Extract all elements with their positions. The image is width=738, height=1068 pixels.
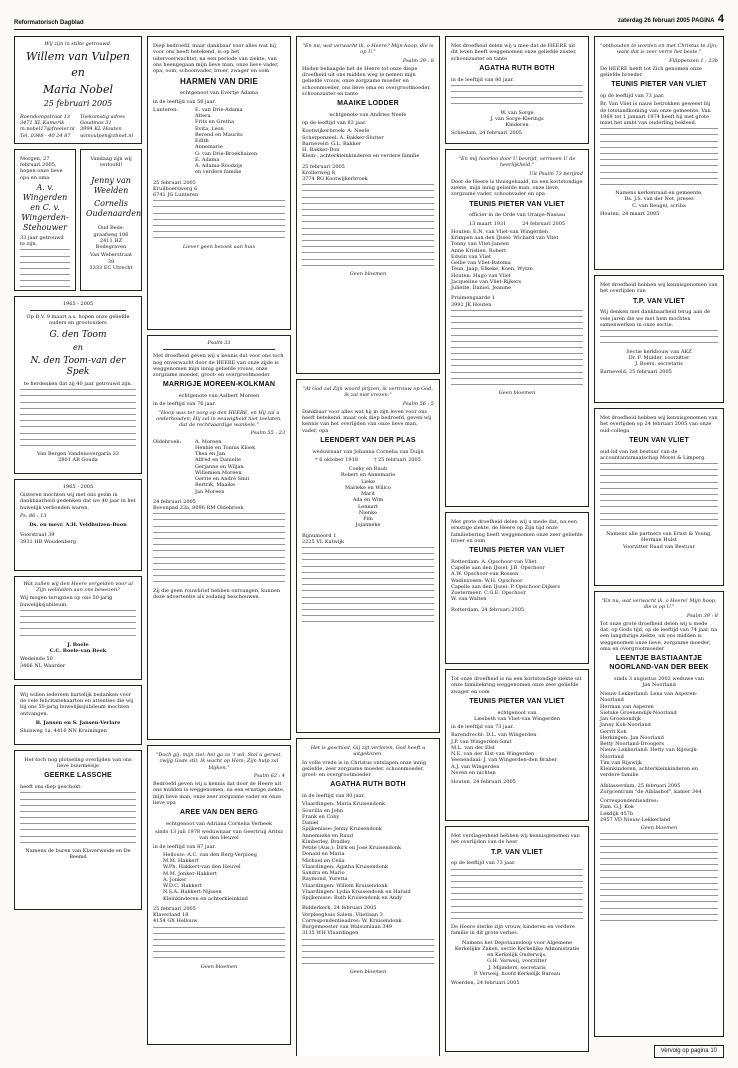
closing-line: Geen bloemen	[640, 825, 678, 831]
ad-text: Tot onze droefheid is na een kortstondige ziekte uit onze familiekring weggenomen onze zeer geliefde zwager en oom	[451, 676, 582, 695]
family-list: Nieuw-Lekkerland: Lena van Asperen-Noorland Herman van Asperen Sietske Groenendijk-Noorland Jan Groenendijk Janny Kok-Noorland Gerrit Kok Herkingen: Jan Noorland Betty Noorland-Droogers Nieuw-Lekkerland: Hetty van Rijswijk-Noorland Tim van Rijswijk Kleinkinderen, achterkleinkinderen en verdere familie	[600, 691, 698, 779]
age-line: in de leeftijd van 73 jaar.	[451, 724, 514, 730]
person-name: Jenny van Weelden	[91, 176, 131, 196]
age-line: in de leeftijd van 87 jaar.	[153, 843, 216, 850]
ad-text: Bedroefd geven wij u kennis dat door de Heere uit ons midden is weggenomen, na een ernstige ziekte, mijn lieve man, onze zeer zorgzame vader en onze lieve opa	[153, 781, 285, 806]
signature: Ds. en mevr. A.H. Veldhuizen-Boon	[29, 522, 127, 529]
person-name: G. den Toom	[49, 329, 107, 340]
years: 1965 - 2005	[62, 483, 94, 490]
verse-citation: Psalm 39 : 8	[402, 57, 434, 64]
life-dates: * 6 oktober 1918 † 25 februari 2005	[315, 456, 421, 463]
verse: "En nu, wat verwacht ik, o Heere! Mijn hoop, die is op U."	[601, 598, 717, 611]
person-name: Willem van Vulpen	[26, 50, 130, 64]
conjunction: en	[71, 66, 85, 80]
condolence-notice	[14, 750, 142, 910]
address-block: Correspondentieadres: Fam. G.J. Kok Lekdijk 457b 2957 VD Nieuw-Lekkerland	[600, 798, 671, 823]
deceased-name: LEENDERT VAN DER PLAS	[320, 436, 416, 444]
spouse-line: sinds 3 augustus 2002 weduwe van Jan Noorland	[614, 675, 704, 688]
age-line: in de leeftijd van 76 jaar.	[153, 401, 216, 408]
ad-text: De Heere sterke zijn vrouw, kinderen en verdere familie in dit grote verlies.	[451, 924, 575, 937]
address-block: Pruimengaarde 1 3992 JK Houten	[451, 295, 495, 308]
person-name: N. den Toom-van der Spek	[30, 356, 126, 378]
page-number: 4	[717, 13, 724, 26]
spouse-line: sinds 13 juli 1978 weduwnaar van Geertruij Aritsz van den Heuvel	[155, 829, 283, 842]
address-block: 25 februari 2005 Klaverland 18 4154 GX Hellouw	[153, 905, 198, 925]
signature: B. Jansen en S. Jansen-Verlare	[35, 719, 121, 726]
address-block: Alblasserdam, 25 februari 2005 Zorgcentrum "de Alblashof", kamer 344	[600, 782, 702, 795]
ad-text: Het toch nog plotseling overlijden van ons lieve buurmeisje	[24, 756, 132, 770]
obituary	[147, 36, 291, 330]
signature: Namens de buren van Klaverweide en De Beemd	[25, 848, 131, 861]
address-block: 25 februari 2005 Krollerweg 8 3774 RG Kootwijkerbroek	[302, 163, 368, 182]
family-list: Barendrecht: D.L. van Wingerden J.P. van Wingerden-Smit M.L. van der Elst N.E. van der Elst-van Wingerden Veenendaal: J. van Wingerden-den Braber A.J. van Wingerden Neven en nichten	[451, 732, 557, 776]
closing-line: Zij die geen rouwbrief hebben ontvangen, kunnen deze advertentie als zodanig beschouwen.	[153, 587, 281, 600]
ad-intro: Wij zijn in stilte getrouwd.	[44, 41, 112, 47]
address-block: 24 februari 2005 Bovenpad 23a, 8096 RM Oldebroek	[153, 498, 244, 511]
verse: Het is geschied, Gij zijt verloren, God heeft u uitgekozen.	[310, 745, 426, 758]
years: 1965 - 2005	[62, 300, 94, 307]
ad-text: Br. Van Vliet is nauw betrokken geweest bij de totstandkoming van onze gemeente. Van 1969 tot 1 januari 1974 heeft hij met grote inzet het ambt van ouderling bekleed.	[600, 101, 711, 126]
psalm-reference: Ps. 86 : 13	[20, 512, 47, 519]
ad-text: Wij willen iedereen hartelijk bedanken voor de vele felicitatiekaarten en attenties die wij bij ons 50-jarig huwelijksjubileum mochten ontvangen.	[20, 691, 134, 717]
column-4	[445, 36, 589, 1056]
ad-text: Op D.V. 9 maart a.s. hopen onze geliefde ouders en grootouders	[26, 314, 130, 327]
spouse-line: weduwnaar van Johanna Cornelia van Duijn	[312, 448, 424, 455]
ad-text: Met droefheid geven wij u kennis dat voor ons toch nog onverwacht door de HEERE van onze zijde is weggenomen mijn innig geliefde vrouw, onze zorgzame moeder, groot- en overgrootmoeder	[153, 353, 284, 378]
church-notice	[594, 36, 724, 270]
family-list: E. van Drie-Adama Altera Frits en Gretha Evita, Leon Berend en Maurits Edith Annemarie G. van Drie-Broekhuizen E. Adama A. Adama-Roodzijs en verdere familie	[195, 106, 258, 176]
conjunction: en	[73, 343, 83, 353]
ad-text: te herdenken dat zij 40 jaar getrouwd zijn.	[23, 380, 133, 387]
spouse-line: echtgenoot van Liesbeth van Vliet-van Wingerden	[474, 709, 560, 722]
address-block: Schiedam, 24 februari 2005	[451, 130, 522, 137]
address-block: Houten, 24 februari 2005	[451, 779, 516, 785]
address-block: Voorstraat 39 3931 HB Woudenberg	[20, 532, 77, 545]
signature: Namens kerkenraad en gemeente, Ds. J.S. van der Net, preses C. van Beugel, scriba	[615, 190, 703, 209]
obituary	[445, 149, 589, 507]
address-block: Rotterdam, 24 februari 2005	[451, 606, 525, 613]
page-label: PAGINA	[691, 18, 715, 25]
address-block: Bidderkerk, 24 februari 2005 Verpleeghuis Salem, Vlietlaan 3 Correspondentieadres: W. Kruisendonk Burgemeester van Walsumlaan 349 3135 WH Vlaardingen	[302, 905, 402, 937]
deceased-name: GEERKE LASSCHE	[44, 772, 112, 780]
signature: Sectie kerkbouw van AKZ Dr. F. Mulder, voorzitter J. Boers, secretaris	[626, 348, 692, 368]
deceased-name: LEENTJE BASTIAANTJE NOORLAND-VAN DER BEEK	[609, 655, 709, 671]
age-line: op de leeftijd van 73 jaar.	[600, 93, 665, 99]
deceased-name: MARRIGJE MOREEN-KOLKMAN	[162, 381, 276, 389]
verse: "Al God zal Zijn woord prijzen, ik vertrouw op God, ik zal niet vrezen."	[303, 386, 433, 399]
anniversary-announcement	[14, 149, 76, 291]
ad-text: 33 jaar getrouwd te zijn.	[20, 234, 64, 248]
family-list: Houten: E.N. van Vliet-van Wingerden Krimpen aan den IJssel: Wichard van Vliet Tonny van Vliet-Jansen Anne Kristien, Robert Edwin van Vliet Gellie van Vliet-Batema Teun, Jaap, Elkeke, Koen, Wytze Houten: Hugo van Vliet Jacqueline van Vliet-Rijkers Juliette, Daniel, Jeanine	[451, 228, 559, 291]
family-list: Rotterdam: A. Opschoor-van Vliet Capelle aan den IJssel: J.B. Opschoor A.W. Opschoor-van Rossen Wadinxveen: W.H. Opschoor Capelle aan den IJssel: P. Opschoor-Dijkers Zoetermeer: C.G.E. Opschoor W. van Walten	[451, 558, 561, 603]
marriage-announcement	[14, 36, 142, 144]
deceased-name: AREE VAN DEN BERG	[180, 809, 258, 816]
family-list: Vlaardingen: Maria Kruisendonk Souvilla en John Frank en Coby Daniel Spijkenisse: Jenny Kruisendonk Annemieke en Ruud Kimberley, Bradley Petite (Aus.): Dirk en José Kruisendonk Donald en Maria Michael en Celia Vlaardingen: Agatha Kruisendonk Sandra en Mario Raymond, Yuretta Vlaardingen: Willem Kruisendonk Vlaardingen: Lydia Kruisendonk en Harald Spijkenisse: Ruth Kruisendonk en Andy	[302, 801, 411, 901]
closing-line: Geen bloemen	[349, 270, 387, 277]
honour-line: officier in de Orde van Oranje-Nassau	[468, 212, 566, 219]
closing-line: Geen bloemen	[349, 969, 387, 976]
obituary	[445, 512, 589, 664]
address-block: 25 februari 2005 Kruilboerswerg 6 6741 JG Lunteren	[153, 179, 199, 198]
obituary	[594, 591, 724, 1037]
engagement-announcement	[80, 149, 142, 291]
address-block: Van Bergen Vandenovergaria 33 2801 AB Gouda	[37, 451, 119, 464]
ad-text: Dankbaar voor alles wat hij in zijn leven voor ons heeft betekend, maar ook diep bedroefd, geven wij kennis van het overlijden van onze lieve man, vader, opa	[302, 408, 432, 434]
address-block: Wedeinde 50 3466 NL Waarder	[20, 656, 66, 669]
ad-text: Heden behaagde het de Heere tot onze diepe droefheid uit ons midden weg te nemen mijn geliefde vrouw, onze zorgzame moeder en schoonmoeder, ons lieve oma en overgrootmoeder, schoonzuster en tante	[302, 65, 431, 97]
age-line: in de leeftijd van 80 jaar.	[302, 793, 365, 799]
couple-names: A. v. Wingerden en C. v. Wingerden-Stehouwer	[21, 182, 69, 232]
ad-text: oud-lid van het bestuur van de accountantsmaatschap Moret & Limperg.	[600, 448, 707, 461]
family-list: Coeky en Ruub Robert en Annemarie Lieke Marieke en Willco Marit Ada en Wim Lennart Nienke Pim Jojanneke	[340, 466, 396, 529]
obituary	[147, 335, 291, 740]
ad-text: Door de Heere is thuisgehaald, na een kortstondige ziekte, mijn innig geliefde man, onze lieve, zorgzame vader, schoonvader en opa	[451, 178, 583, 198]
thank-you-notice	[14, 685, 142, 745]
verse-citation: Psalm 39 : 8	[686, 612, 718, 619]
deceased-name: T.P. VAN VLIET	[633, 297, 685, 305]
life-dates: 13 maart 1931 24 februari 2005	[468, 220, 566, 227]
verse-citation: Psalm 55 : 23	[250, 430, 285, 437]
signature: Namens het Depotaaneloop voor Algemene Kerkelijke Zaken, sectie Kerkelijke Administratie en Kerkelijk Onderwijs, G.H. Verweij, voorzitter J. Mijinders, secretaris P. Verweij, hoofd Kerkelijk Bureau	[454, 939, 580, 977]
deceased-name: AGATHA RUTH BOTH	[479, 64, 555, 72]
family-list: Kootwijkerbroek: A. Neefe Scherpenzeel: A. Bakker-Slutter Barneveld: G.L. Bakker H. Bakker-Don Klein-, achterkleinkinderen en verdere familie	[302, 128, 420, 160]
jubilee-announcement	[14, 576, 142, 680]
verse: "En mij hoorloo door U bevrijd, vermeen U de heerlijkheid."	[458, 156, 576, 169]
deceased-name: HARMEN VAN DRIE	[180, 77, 258, 87]
age-line: op de leeftijd van 83 jaar.	[302, 120, 367, 126]
family-list: A. Moreen Hennie en Tonnis Kloek Thea en Jan Alfred en Danielle Gerjanne en Wiljan Willemien Moreen Gerrie en André Smit Bertrik, Maaike Jan Moreen	[195, 438, 256, 495]
obituary	[296, 738, 440, 1056]
anniversary-announcement	[14, 479, 142, 571]
address-block: Houten, 24 maart 2005	[600, 210, 660, 217]
spouse-line: echtgenoot van Adriana Cornelia Verbeek	[166, 820, 272, 827]
ad-text: Met droefheid hebben wij kennisgenomen van het overlijden op 24 februari 2005 van onze oud-collega	[600, 415, 718, 434]
deceased-name: TEUN VAN VLIET	[629, 436, 689, 444]
age-line: op de leeftijd van 73 jaar.	[451, 860, 516, 867]
age-line: in de leeftijd van 56 jaar.	[153, 98, 216, 105]
closing-line: Liever geen bezoek aan huis	[182, 243, 256, 250]
deceased-name: AGATHA RUTH BOTH	[330, 781, 406, 789]
spouse-line: echtgenote van Aalbert Moreen	[178, 393, 260, 399]
ad-text: Met grote droefheid delen wij u mede dat, na een ernstige ziekte, de Heere op Zijn tijd onze familiebering heeft weggenomen onze zeer geliefde broer en oom	[451, 519, 583, 544]
ad-text: heeft ons diep geschokt.	[20, 784, 82, 791]
obituary	[147, 745, 291, 1045]
address-block: Toekomstig adres Goudmos 31 3994 KL Houten wimvulpen@zbnet.nl	[80, 113, 134, 139]
spouse-line: echtgenoot van Evertje Adama	[179, 90, 259, 97]
obituary	[445, 669, 589, 821]
family-list: W. van Sorge J. van Sorge-Klerings Kinderen	[490, 109, 544, 128]
verse-citation: Psalm 56 : 5	[402, 400, 434, 407]
condolence-notice	[594, 275, 724, 403]
column-1	[14, 36, 142, 1056]
deceased-name: TEUNIS PIETER VAN VLIET	[469, 200, 565, 208]
place-label: Lunteren:	[153, 106, 178, 113]
address-block: Van Weberstraat 39 3333 EC Utrecht	[89, 252, 133, 271]
obituary	[296, 36, 440, 374]
column-3	[296, 36, 440, 1056]
psalm-reference: Psalm 33	[207, 340, 231, 346]
ad-text: Met droefheid hebben wij kennisgenomen van het overlijden van	[600, 282, 718, 295]
ad-text: Diep bedroefd, maar dankbaar voor alles wat hij voor ons heeft betekend, is op het uitervoerwachtst, na een periode van ziekte, van ons heengegaan mijn lieve man, onze lieve vader, opa, oom, schoonvader, broer, zwager en oom	[153, 43, 279, 74]
deceased-name: MAAIKE LODDER	[337, 100, 399, 107]
anniversary-announcement	[14, 296, 142, 474]
ad-text: Wij mogen terugzien op ons 50-jarig huwelijksjubileum.	[20, 595, 113, 608]
verse: "onthouden te worden en met Christus te zijn; want dat is zeer verre het beste."	[600, 43, 718, 56]
verse: "Hoop was ter oorg op den HEERE, en Hij zal u onderhouden; Hij zal in eeuwigheid niet toelaten, dat de rechtvaardige wankele."	[156, 409, 282, 428]
ad-text: Met droefheid delen wij u mee dat de HEERE uit dit leven heeft weggenomen onze geliefde zuster, schoonzuster en tante	[451, 43, 577, 62]
closing-line: Geen bloemen	[200, 963, 238, 970]
deceased-name: TEUNIS PIETER VAN VLIET	[611, 81, 707, 89]
obituary	[296, 379, 440, 733]
ad-text: Gisteren mochten wij met ons gezin in dankbaarheid gedenken dat we 40 jaar in het huwelijk verbonden waren.	[20, 492, 136, 511]
address-block: Sluisweg 1a, 4416 NN Kruiningen	[20, 728, 107, 735]
column-5	[594, 36, 724, 1056]
deceased-name: T.P. VAN VLIET	[491, 848, 543, 856]
ad-text: Morgen, 27 februari 2005, hopen onze lieve opa en oma	[20, 155, 63, 181]
issue-date: zaterdag 26 februari 2005	[617, 18, 690, 25]
condolence-notice	[445, 826, 589, 1052]
continued-notice[interactable]: Vervolg op pagina 10	[654, 1045, 724, 1059]
ad-date: 25 februari 2005	[43, 98, 113, 108]
ad-text: In volle vrede is in Christus ontslapen onze innig geliefde, zeer zorgzame moeder, schoonmoeder, groot- en overgrootmoeder	[302, 759, 427, 778]
deceased-name: TEUNIS PIETER VAN VLIET	[469, 547, 565, 554]
address-block: Oud Beds-graafweg 106 2411 HZ Bodegraven	[93, 225, 129, 251]
condolence-notice	[594, 408, 724, 586]
ad-text: De HEERE heeft tot Zich genomen onze geliefde broeder	[600, 65, 702, 78]
signature: Namens alle partners van Ernst & Young, Herman Hulst Voorzitter Raad van Bestuur	[606, 531, 712, 550]
address-block: Woerden, 24 februari 2005	[451, 980, 520, 987]
dateline	[618, 13, 724, 27]
verse-citation: Psalm 62 : 4	[253, 772, 285, 779]
ad-text: Wij denken met dankbaarheid terug aan de vele jaren die we met hem mochten samenwerken in onze sectie.	[600, 309, 711, 328]
paper-name: Reformatorisch Dagblad	[14, 19, 84, 26]
person-name: Maria Nobel	[43, 82, 113, 96]
person-name: Cornelis Oudenaarden	[86, 199, 142, 219]
masthead	[14, 13, 724, 30]
ad-text: Met verslagenheid hebben wij kennisgenomen van het overlijden van de heer	[451, 833, 580, 846]
address-block: Barneveld, 25 februari 2005	[600, 369, 672, 376]
address-block: Roendompstraat 13 3471 XL Kamerik m.nobel17@freeler.nl Tel. 0348 - 40 24 87	[20, 113, 75, 139]
verse: "En nu, wat verwacht ik, o Heere? Mijn hoop, die is op U."	[302, 43, 434, 56]
family-list: Hellouw: A.C. van den Berg-Verploeg M.M. Hakkert W.Ph. Hakkert-van den Heuvel M.M. Jonker-Hakkert A. Jonker W.D.C. Hakkert N.S.A. Hakkert-Nijssen Kleinkinderen en achterkleinkind	[163, 851, 257, 902]
address-block: Bijnumoord 1 2225 VL Katwijk	[302, 532, 345, 545]
closing-line: Geen bloemen	[498, 390, 536, 397]
verse-citation: Uit Psalm 73 berijmd	[529, 170, 583, 177]
deceased-name: TEUNIS PIETER VAN VLIET	[469, 697, 565, 705]
ad-text: Tot onze grote droefheid delen wij u mede dat, op Gods tijd, op de leeftijd van 74 jaar, na een langdurige ziekte, uit ons midden is weggenomen onze lieve, zorgzame moeder, oma en overgrootmoeder	[600, 620, 718, 652]
verse: "Doch gij, mijn ziel, het ga zo 't wil, Stel u gerust, zwijg Gode stil; Ik wacht op Hem; Zijn hulp zal blijken."	[156, 752, 282, 771]
obituary	[445, 36, 589, 144]
verse: Wat zullen wij den Heere vergelden voor al Zijn weldaden aan ons bewezen?	[23, 580, 133, 594]
column-2	[147, 36, 291, 1056]
ad-text: Vandaag zijn wij verloofd!	[90, 155, 132, 169]
place-label: Oldebroek:	[153, 438, 182, 445]
spouse-line: echtgenote van Andries Neefe	[329, 111, 407, 118]
age-line: in de leeftijd van 80 jaar.	[451, 76, 514, 83]
signature: J. Boele C.C. Boele-van Beek	[49, 641, 107, 654]
verse-citation: Filippenzen 1 : 23b	[669, 57, 718, 64]
